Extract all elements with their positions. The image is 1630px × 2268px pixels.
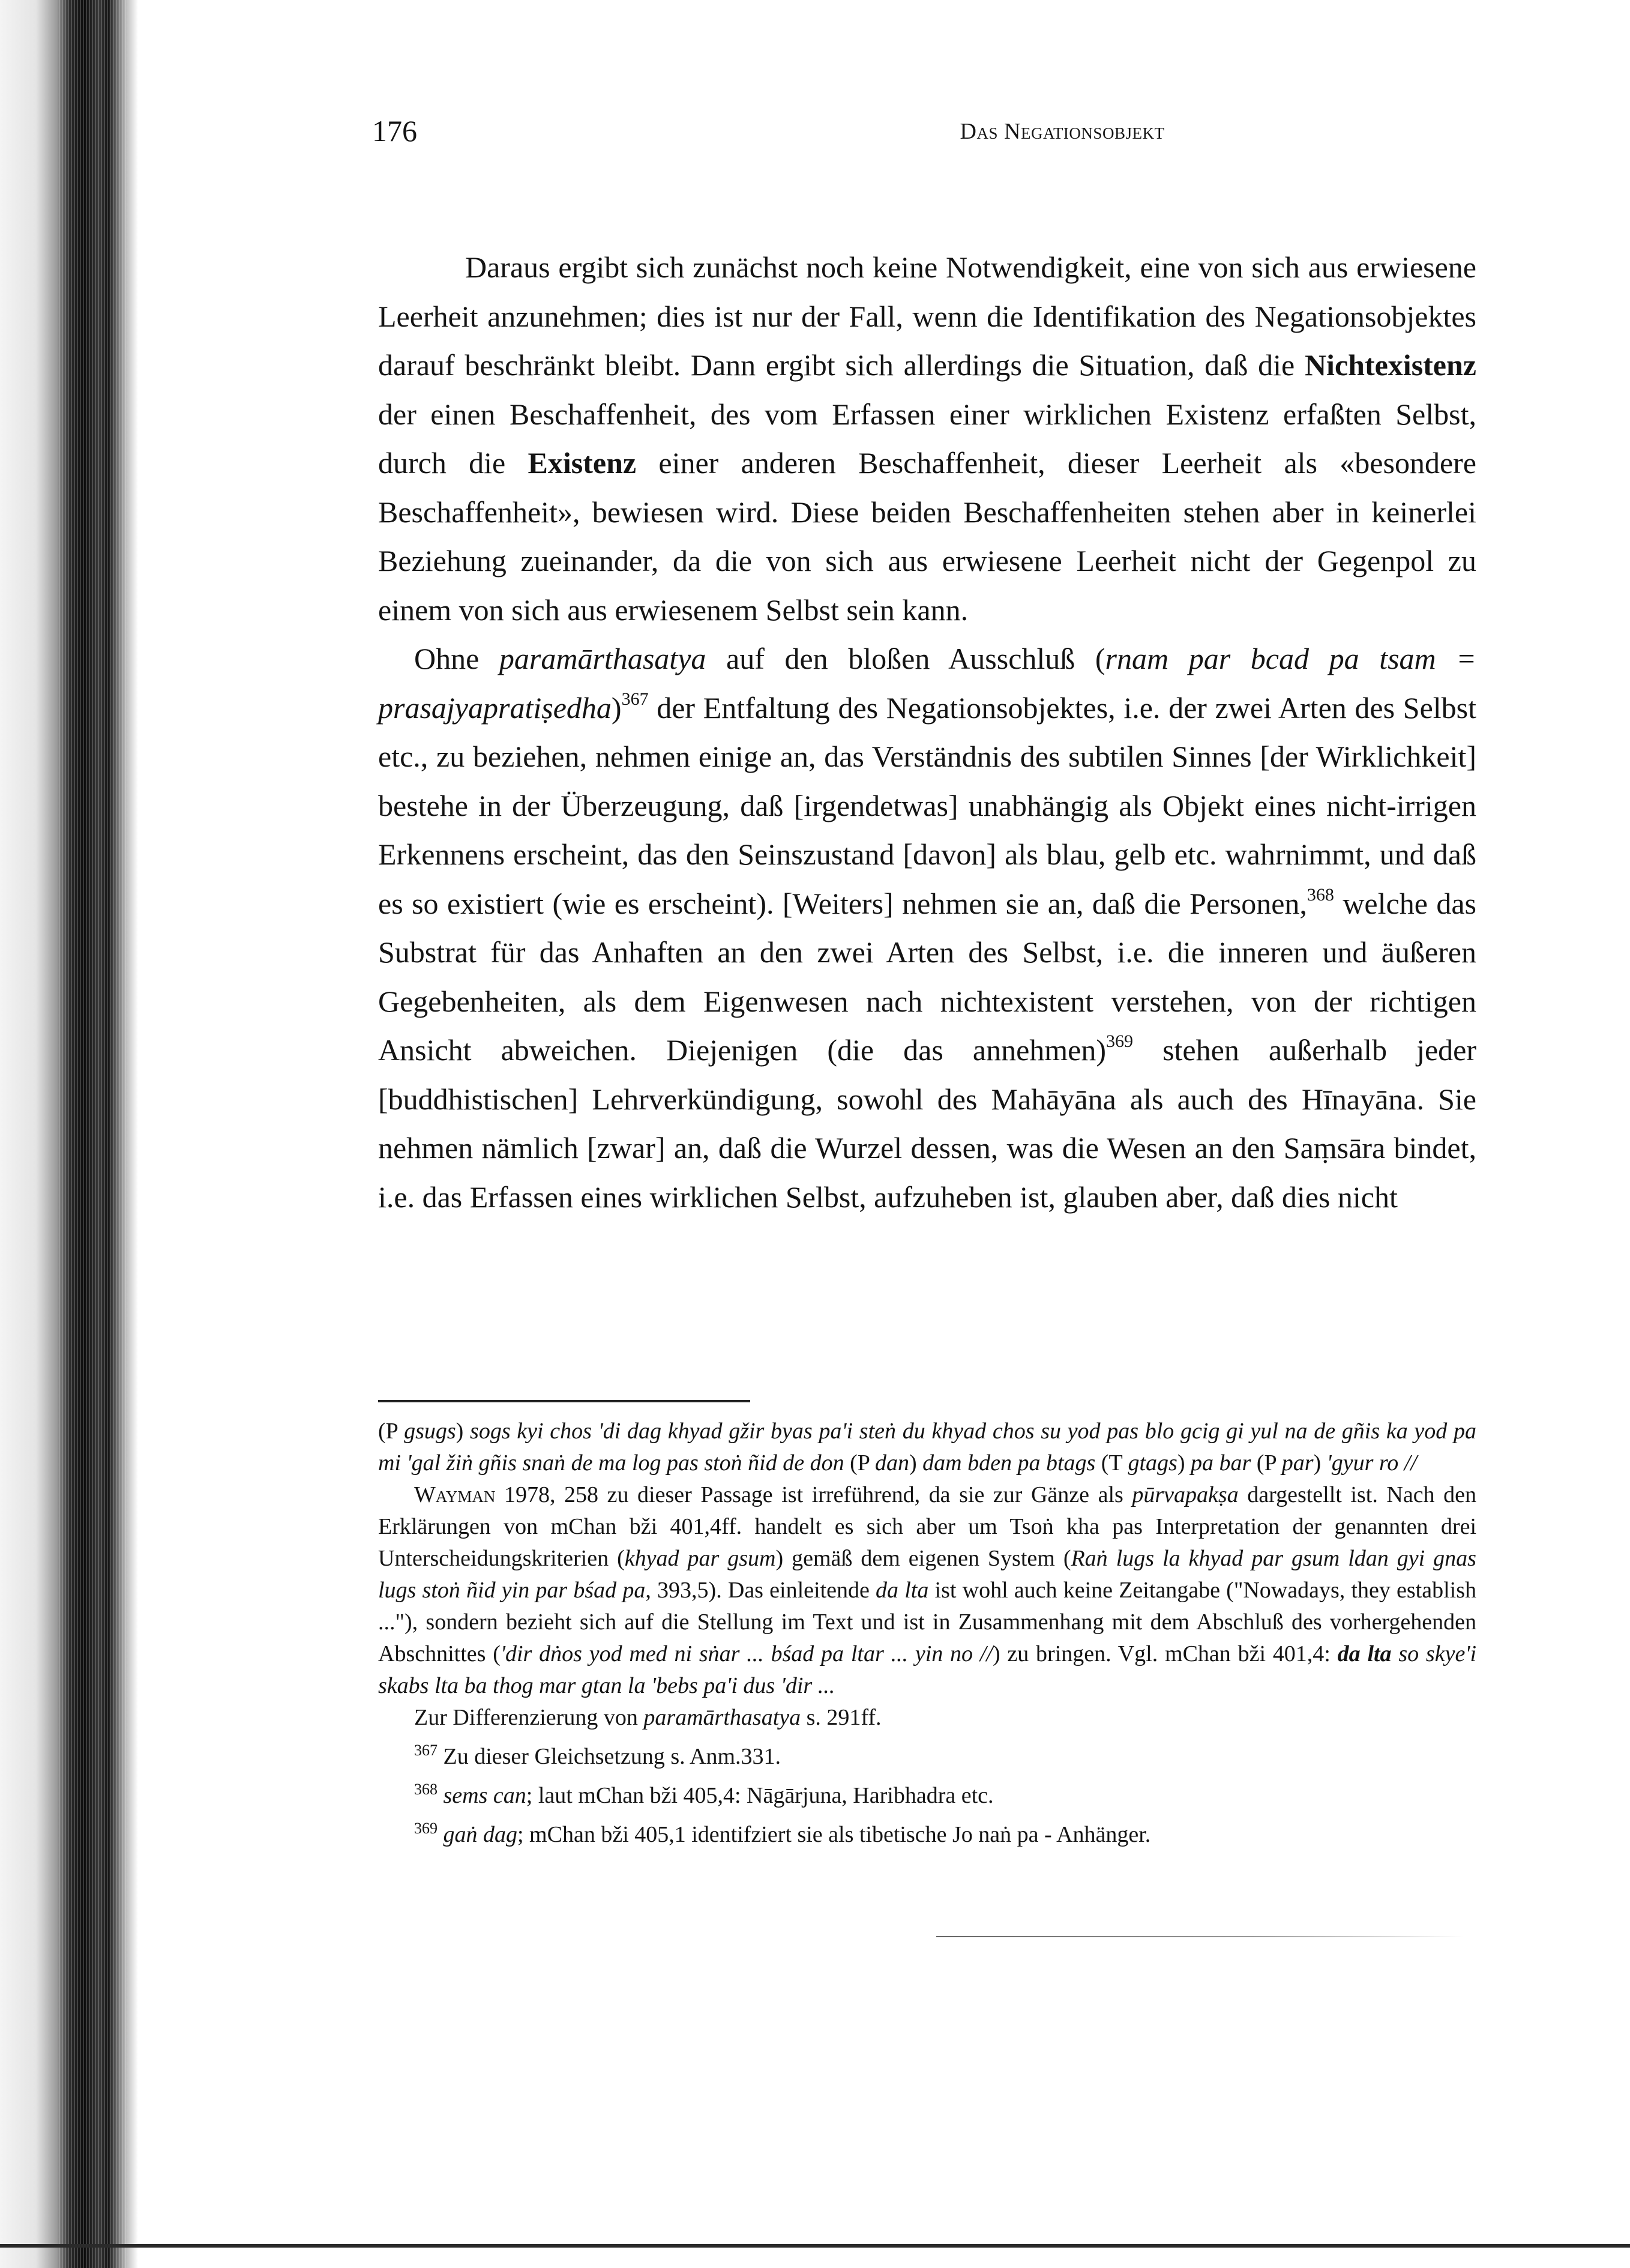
footnote-367 [378, 1741, 1476, 1773]
text-run: ) [1313, 1450, 1327, 1476]
text-run: der einen Beschaffenheit, des vom Erfassen einer wirklichen Existenz erfaßten Selbst, durch die [378, 397, 1476, 480]
footnote-number: 367 [414, 1742, 438, 1759]
page-number: 176 [372, 114, 417, 148]
text-run: ist wohl auch keine Zeitangabe ("Nowadays, they establish ..."), sondern bezieht sich auf die Stellung im Text und ist in Zusammenhang mit dem Abschluß des vorhergehenden Abschnittes ( [378, 1578, 1477, 1666]
text-run: ) gemäß dem eigenen System ( [775, 1546, 1071, 1571]
text-run: (T [1095, 1450, 1128, 1476]
italic-term: dam bden pa btags [922, 1450, 1096, 1476]
text-run: welche das Substrat für das Anhaften an den zwei Arten des Selbst, i.e. die inneren und äußeren Gegebenheiten, als dem Eigenwesen nach nichtexistent verstehen, von der richtigen Ansicht abweichen. Diejenigen (die das annehmen) [378, 886, 1476, 1067]
italic-term: sems can [443, 1783, 526, 1808]
footnote-369 [378, 1819, 1476, 1851]
footnote-wayman [378, 1479, 1476, 1702]
footnotes [378, 1416, 1476, 1851]
italic-term: paramārthasatya [499, 642, 706, 675]
running-title: Das Negationsobjekt [960, 119, 1165, 144]
text-run: Daraus ergibt sich zunächst noch keine Notwendigkeit, eine von sich aus erwiesene Leerheit anzunehmen; dies ist nur der Fall, wenn die Identifikation des Negationsobjektes darauf beschränkt bleibt. Dann ergibt sich allerdings die Situation, daß die [378, 250, 1476, 382]
italic-term: da lta [876, 1578, 929, 1603]
italic-term: sogs kyi chos 'di dag khyad gžir byas pa'i steṅ du khyad chos su yod pas blo gcig gi yul na de gñis ka yod pa mi 'gal žiṅ gñis snaṅ de ma log pas stoṅ ñid de don [378, 1419, 1476, 1476]
text-run: auf den bloßen Ausschluß ( [706, 642, 1105, 675]
main-text [378, 243, 1476, 1222]
italic-term: gsugs [404, 1419, 456, 1444]
text-run: ; laut mChan bži 405,4: Nāgārjuna, Haribhadra etc. [526, 1783, 994, 1808]
footnote-ref-367[interactable]: 367 [621, 689, 649, 709]
footnote-number: 369 [414, 1820, 438, 1837]
text-run: s. 291ff. [801, 1705, 882, 1730]
text-run: einer anderen Beschaffenheit, dieser Leerheit als «besondere Beschaffenheit», bewiesen wird. Diese beiden Beschaffenheiten stehen aber in keinerlei Beziehung zueinander, da die von sich aus erwiesene Leerheit nicht der Gegenpol zu einem von sich aus erwiesenem Selbst sein kann. [378, 446, 1476, 627]
italic-term: gtags [1128, 1450, 1177, 1476]
text-run: , 393,5). Das einleitende [645, 1578, 876, 1603]
text-run: Ohne [414, 642, 499, 675]
footnote-zur-differenzierung [378, 1702, 1476, 1734]
faint-rule [936, 1936, 1464, 1937]
italic-term: par [1281, 1450, 1314, 1476]
italic-term: pa bar [1191, 1450, 1251, 1476]
bold-italic-term: da lta [1337, 1641, 1392, 1666]
footnote-number: 368 [414, 1781, 438, 1798]
footnote-separator [378, 1400, 750, 1402]
scan-bottom-edge [0, 2244, 1630, 2248]
italic-term: so skye'i skabs lta ba thog mar gtan la 'bebs pa'i dus 'dir ... [378, 1641, 1477, 1698]
italic-term: khyad par gsum [624, 1546, 776, 1571]
footnote-ref-368[interactable]: 368 [1307, 884, 1334, 905]
text-run: ) [456, 1419, 471, 1444]
italic-term: gaṅ dag [443, 1822, 517, 1847]
text-run: (P [844, 1450, 875, 1476]
text-run: ) [611, 690, 622, 725]
binding-stripes [57, 0, 126, 2268]
footnote-continuation [378, 1416, 1476, 1479]
text-run: Zur Differenzierung von [414, 1705, 644, 1730]
paragraph-2 [378, 635, 1476, 1222]
italic-term: dan [874, 1450, 909, 1476]
italic-term: 'gyur ro // [1326, 1450, 1417, 1476]
italic-term: rnam par bcad pa tsam = prasajyapratiṣedha [378, 642, 1476, 725]
italic-term: paramārthasatya [643, 1705, 801, 1730]
text-run: stehen außerhalb jeder [buddhistischen] Lehrverkündigung, sowohl des Mahāyāna als auch des Hīnayāna. Sie nehmen nämlich [zwar] an, daß die Wurzel dessen, was die Wesen an den Saṃsāra bindet, i.e. das Erfassen eines wirklichen Selbst, aufzuheben ist, glauben aber, daß dies nicht [378, 1033, 1476, 1214]
text-run: 1978, 258 zu dieser Passage ist irreführend, da sie zur Gänze als [495, 1482, 1132, 1507]
text-run: ) [1177, 1450, 1191, 1476]
bold-term-existenz: Existenz [528, 446, 637, 480]
text-run: (P [378, 1419, 404, 1444]
italic-term: pūrvapakṣa [1132, 1482, 1239, 1507]
running-head [372, 113, 1476, 155]
paragraph-1 [378, 243, 1476, 635]
text-run: Zu dieser Gleichsetzung s. Anm.331. [438, 1744, 781, 1769]
italic-term: Raṅ lugs la khyad par gsum ldan gyi gnas lugs stoṅ ñid yin par bśad pa [378, 1546, 1476, 1603]
text-run: ) [909, 1450, 923, 1476]
footnote-368 [378, 1780, 1476, 1812]
text-run: ; mChan bži 405,1 identifziert sie als tibetische Jo naṅ pa - Anhänger. [517, 1822, 1151, 1847]
author-name: Wayman [414, 1482, 496, 1507]
text-run: dargestellt ist. Nach den Erklärungen von mChan bži 401,4ff. handelt es sich aber um Tsoṅ kha pas Interpretation der genannten drei Unterscheidungskriterien ( [378, 1482, 1476, 1571]
text-run: (P [1251, 1450, 1282, 1476]
footnote-ref-369[interactable]: 369 [1106, 1031, 1134, 1051]
bold-term-nichtexistenz: Nichtexistenz [1304, 348, 1476, 382]
text-run: der Entfaltung des Negationsobjektes, i.e. der zwei Arten des Selbst etc., zu beziehen, nehmen einige an, das Verständnis des subtilen Sinnes [der Wirklichkeit] bestehe in der Überzeugung, daß [irgendetwas] unabhängig als Objekt eines nicht-irrigen Erkennens erscheint, das den Seinszustand [davon] als blau, gelb etc. wahrnimmt, und daß es so existiert (wie es erscheint). [Weiters] nehmen sie an, daß die Personen, [378, 690, 1476, 920]
italic-term: 'dir dṅos yod med ni sṅar ... bśad pa ltar ... yin no // [500, 1641, 993, 1666]
text-run: ) zu bringen. Vgl. mChan bži 401,4: [992, 1641, 1338, 1666]
